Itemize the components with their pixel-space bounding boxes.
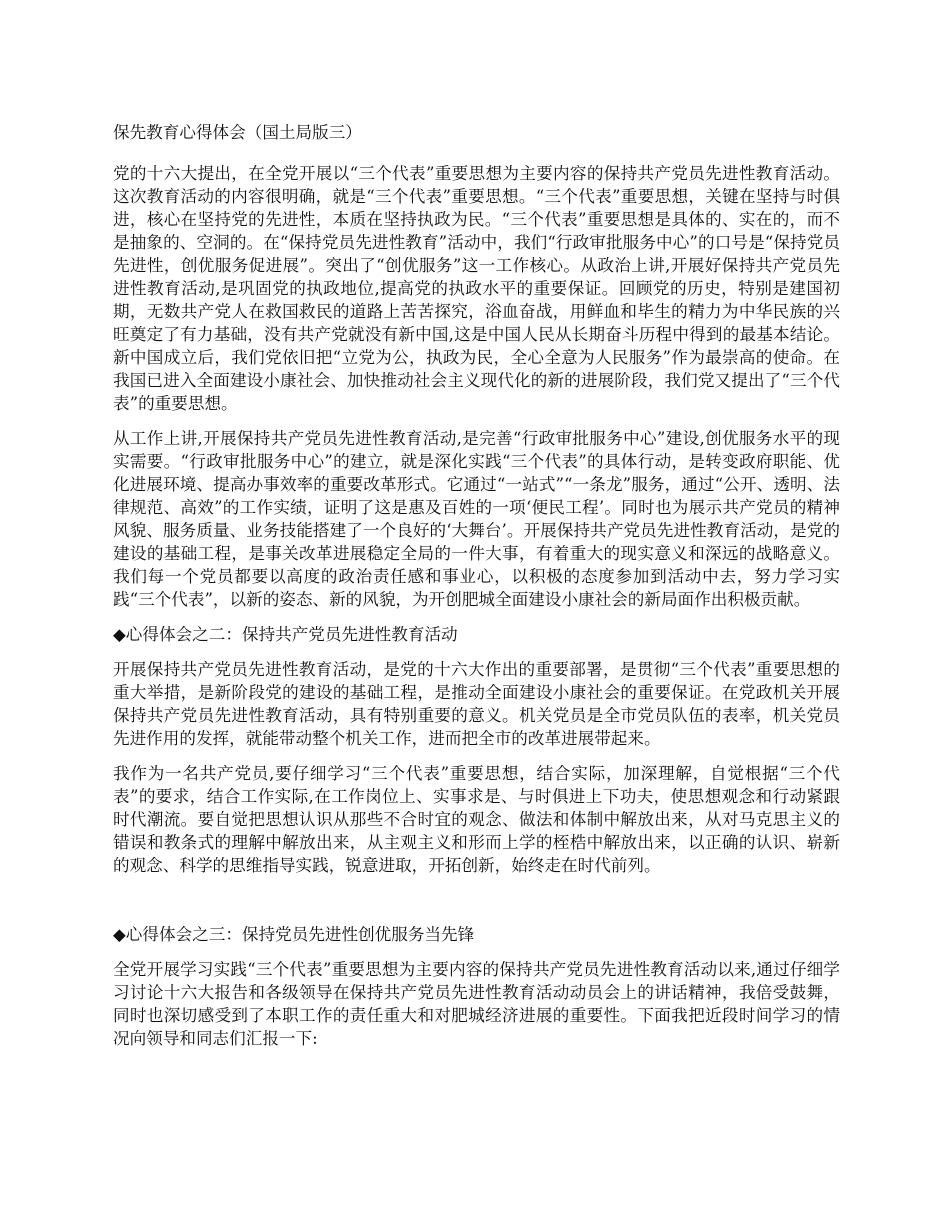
document-page bbox=[113, 121, 840, 1062]
paragraph: 党的十六大提出，在全党开展以“三个代表”重要思想为主要内容的保持共产党员先进性教育活动。这次教育活动的内容很明确，就是“三个代表”重要思想。“三个代表”重要思想，关键在坚持与时俱进，核心在坚持党的先进性，本质在坚持执政为民。“三个代表”重要思想是具体的、实在的，而不是抽象的、空洞的。在“保持党员先进性教育”活动中，我们“行政审批服务中心”的口号是“保持党员先进性，创优服务促进展”。突出了“创优服务”这一工作核心。从政治上讲,开展好保持共产党员先进性教育活动,是巩固党的执政地位,提高党的执政水平的重要保证。回顾党的历史，特别是建国初期，无数共产党人在救国救民的道路上苦苦探究，浴血奋战，用鲜血和毕生的精力为中华民族的兴旺奠定了有力基础，没有共产党就没有新中国,这是中国人民从长期奋斗历程中得到的最基本结论。新中国成立后，我们党依旧把“立党为公，执政为民，全心全意为人民服务”作为最崇高的使命。在我国已进入全面建设小康社会、加快推动社会主义现代化的新的进展阶段，我们党又提出了“三个代表”的重要思想。 bbox=[113, 164, 840, 413]
paragraph: 从工作上讲,开展保持共产党员先进性教育活动,是完善“行政审批服务中心”建设,创优服务水平的现实需要。“行政审批服务中心”的建立，就是深化实践“三个代表”的具体行动，是转变政府职能、优化进展环境、提高办事效率的重要改革形式。它通过“一站式”“一条龙”服务，通过“公开、透明、法律规范、高效”的工作实绩，证明了这是惠及百姓的一项‘便民工程’。同时也为展示共产党员的精神风貌、服务质量、业务技能搭建了一个良好的‘大舞台’。开展保持共产党员先进性教育活动，是党的建设的基础工程，是事关改革进展稳定全局的一件大事，有着重大的现实意义和深远的战略意义。我们每一个党员都要以高度的政治责任感和事业心，以积极的态度参加到活动中去，努力学习实践“三个代表”，以新的姿态、新的风貌，为开创肥城全面建设小康社会的新局面作出积极贡献。 bbox=[113, 429, 840, 609]
section-heading: ◆心得体会之二：保持共产党员先进性教育活动 bbox=[113, 625, 458, 644]
paragraph: 开展保持共产党员先进性教育活动，是党的十六大作出的重要部署，是贯彻“三个代表”重要思想的重大举措，是新阶段党的建设的基础工程，是推动全面建设小康社会的重要保证。在党政机关开展保持共产党员先进性教育活动，具有特别重要的意义。机关党员是全市党员队伍的表率，机关党员先进作用的发挥，就能带动整个机关工作，进而把全市的改革进展带起来。 bbox=[113, 660, 840, 748]
section-heading: ◆心得体会之三：保持党员先进性创优服务当先锋 bbox=[113, 925, 475, 944]
paragraph: 全党开展学习实践“三个代表”重要思想为主要内容的保持共产党员先进性教育活动以来,通过仔细学习讨论十六大报告和各级领导在保持共产党员先进性教育活动动员会上的讲话精神，我倍受鼓舞，同时也深切感受到了本职工作的责任重大和对肥城经济进展的重要性。下面我把近段时间学习的情况向领导和同志们汇报一下: bbox=[113, 960, 840, 1048]
paragraph: 我作为一名共产党员,要仔细学习“三个代表”重要思想，结合实际，加深理解，自觉根据“三个代表”的要求，结合工作实际,在工作岗位上、实事求是、与时俱进上下功夫，使思想观念和行动紧跟时代潮流。要自觉把思想认识从那些不合时宜的观念、做法和体制中解放出来，从对马克思主义的错误和教条式的理解中解放出来，从主观主义和形而上学的桎梏中解放出来，以正确的认识、崭新的观念、科学的思维指导实践，锐意进取，开拓创新，始终走在时代前列。 bbox=[113, 764, 840, 875]
document-title: 保先教育心得体会（国土局版三） bbox=[113, 123, 362, 142]
